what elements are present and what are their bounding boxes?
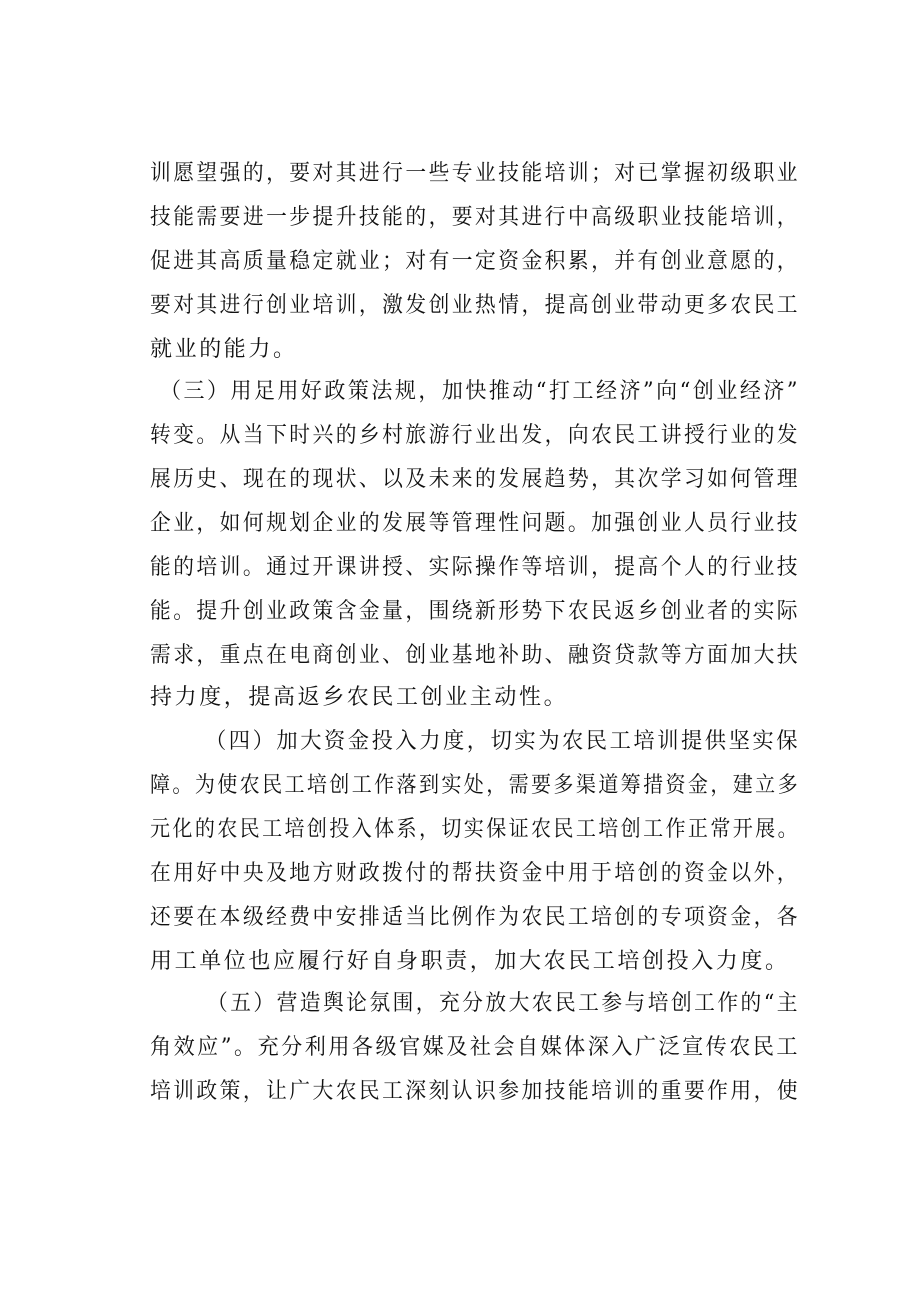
text-line: 元化的农民工培创投入体系，切实保证农民工培创工作正常开展。 (150, 817, 800, 842)
text-line: 障。为使农民工培创工作落到实处，需要多渠道筹措资金，建立多 (150, 773, 800, 798)
section-heading-4: （四）加大资金投入力度，切实为农民工培训提供坚实保 (205, 729, 801, 754)
section-heading-5: （五）营造舆论氛围，充分放大农民工参与培创工作的“主 (207, 991, 801, 1016)
text-line: 要对其进行创业培训，激发创业热情，提高创业带动更多农民工 (150, 293, 801, 318)
text-line: 技能需要进一步提升技能的，要对其进行中高级职业技能培训， (150, 205, 801, 230)
text-line: 展历史、现在的现状、以及未来的发展趋势，其次学习如何管理 (150, 467, 801, 492)
text-line: 转变。从当下时兴的乡村旅游行业出发，向农民工讲授行业的发 (150, 423, 801, 448)
text-line: 需求，重点在电商创业、创业基地补助、融资贷款等方面加大扶 (150, 643, 801, 668)
text-line: 促进其高质量稳定就业；对有一定资金积累，并有创业意愿的， (150, 249, 801, 274)
text-line: 角效应”。充分利用各级官媒及社会自媒体深入广泛宣传农民工 (150, 1035, 800, 1060)
text-line: 能。提升创业政策含金量，围绕新形势下农民返乡创业者的实际 (150, 599, 801, 624)
text-line: 培训政策，让广大农民工深刻认识参加技能培训的重要作用，使 (150, 1079, 801, 1104)
text-line: 就业的能力。 (150, 337, 298, 362)
text-line: 企业，如何规划企业的发展等管理性问题。加强创业人员行业技 (150, 511, 801, 536)
text-line: 训愿望强的，要对其进行一些专业技能培训；对已掌握初级职业 (150, 161, 801, 186)
section-heading-3: （三）用足用好政策法规，加快推动“打工经济”向“创业经济” (160, 379, 801, 404)
text-line: 用工单位也应履行好自身职责，加大农民工培创投入力度。 (150, 949, 790, 974)
text-line: 在用好中央及地方财政拨付的帮扶资金中用于培创的资金以外， (150, 861, 801, 886)
text-line: 持力度，提高返乡农民工创业主动性。 (150, 685, 569, 710)
text-line: 还要在本级经费中安排适当比例作为农民工培创的专项资金，各 (150, 905, 801, 930)
text-line: 能的培训。通过开课讲授、实际操作等培训，提高个人的行业技 (150, 555, 801, 580)
